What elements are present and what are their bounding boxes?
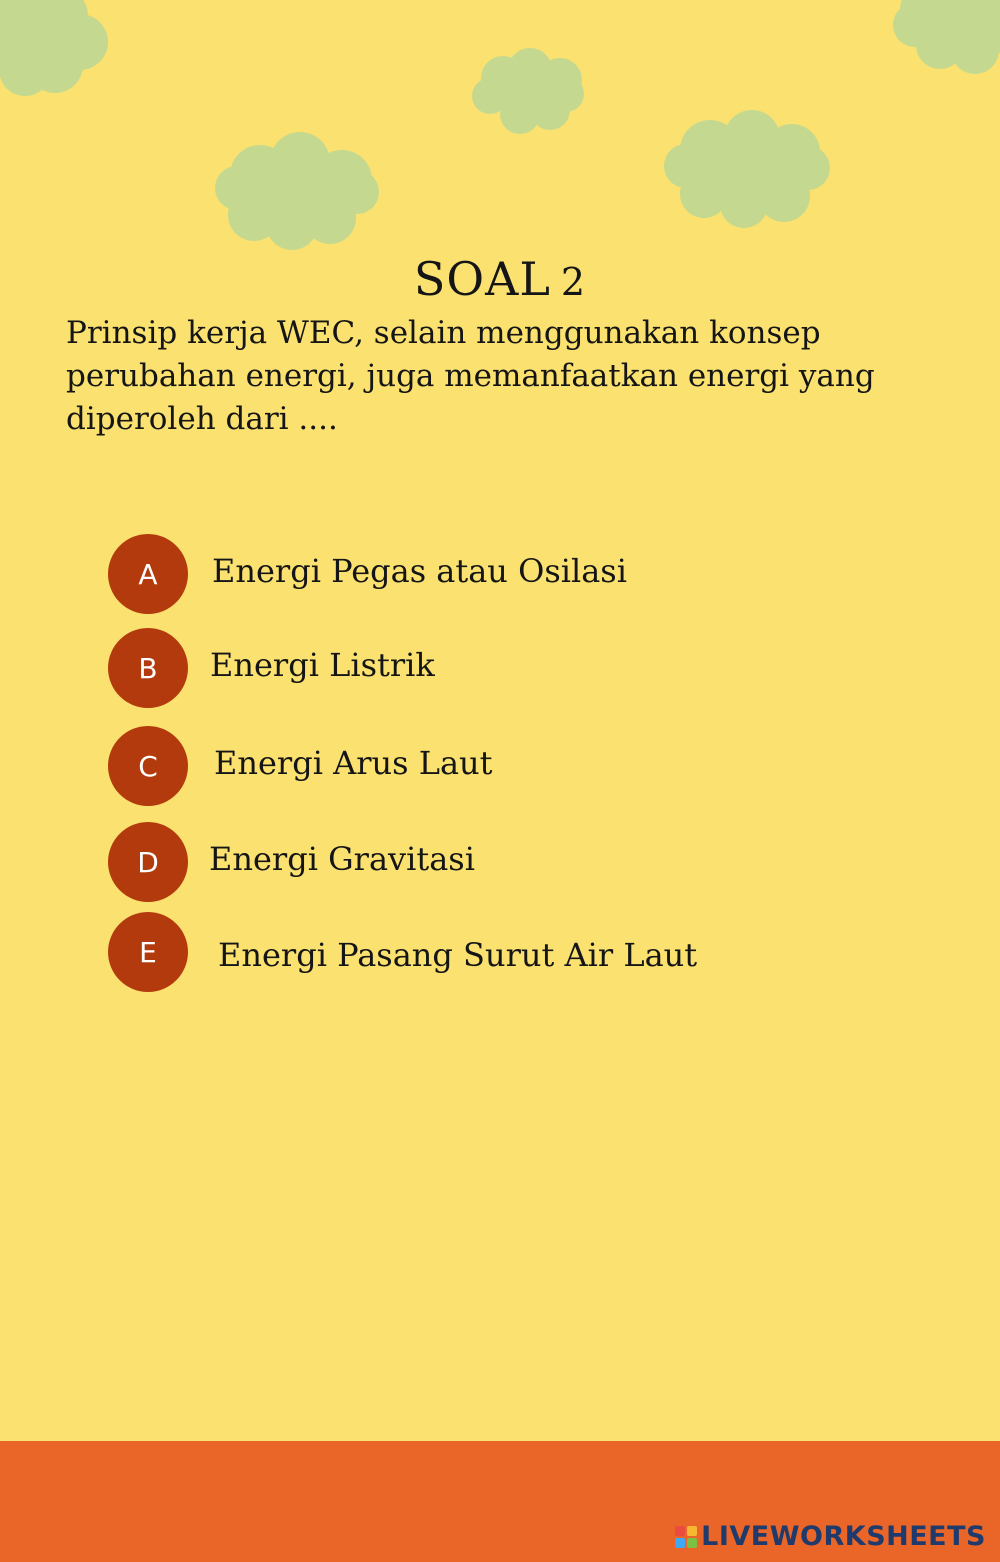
- option-b[interactable]: [108, 628, 808, 708]
- cloud-icon: [0, 0, 115, 105]
- cloud-icon: [890, 0, 1000, 80]
- option-letter-badge[interactable]: A: [108, 534, 188, 614]
- cloud-icon: [212, 130, 382, 252]
- option-letter-badge[interactable]: D: [108, 822, 188, 902]
- option-e[interactable]: [108, 912, 808, 992]
- option-d[interactable]: [108, 822, 808, 902]
- option-c[interactable]: [108, 726, 808, 806]
- brand-link[interactable]: [675, 1521, 986, 1552]
- option-label: Energi Pegas atau Osilasi: [212, 552, 627, 590]
- option-label: Energi Gravitasi: [209, 840, 475, 878]
- option-a[interactable]: [108, 534, 808, 614]
- liveworksheets-logo-icon: [675, 1526, 697, 1548]
- option-letter-badge[interactable]: E: [108, 912, 188, 992]
- option-label: Energi Listrik: [210, 646, 435, 684]
- title-text: SOAL: [413, 252, 551, 306]
- cloud-icon: [662, 108, 832, 230]
- option-letter-badge[interactable]: B: [108, 628, 188, 708]
- page-title: [0, 252, 1000, 306]
- option-letter-badge[interactable]: C: [108, 726, 188, 806]
- cloud-icon: [468, 46, 590, 136]
- footer-bar: [0, 1441, 1000, 1562]
- question-text: Prinsip kerja WEC, selain menggunakan konsep perubahan energi, juga memanfaatkan energi yang diperoleh dari ....: [66, 315, 875, 437]
- option-label: Energi Arus Laut: [214, 744, 493, 782]
- question-number: 2: [560, 260, 587, 304]
- option-label: Energi Pasang Surut Air Laut: [218, 936, 698, 974]
- brand-name: LIVEWORKSHEETS: [701, 1521, 986, 1552]
